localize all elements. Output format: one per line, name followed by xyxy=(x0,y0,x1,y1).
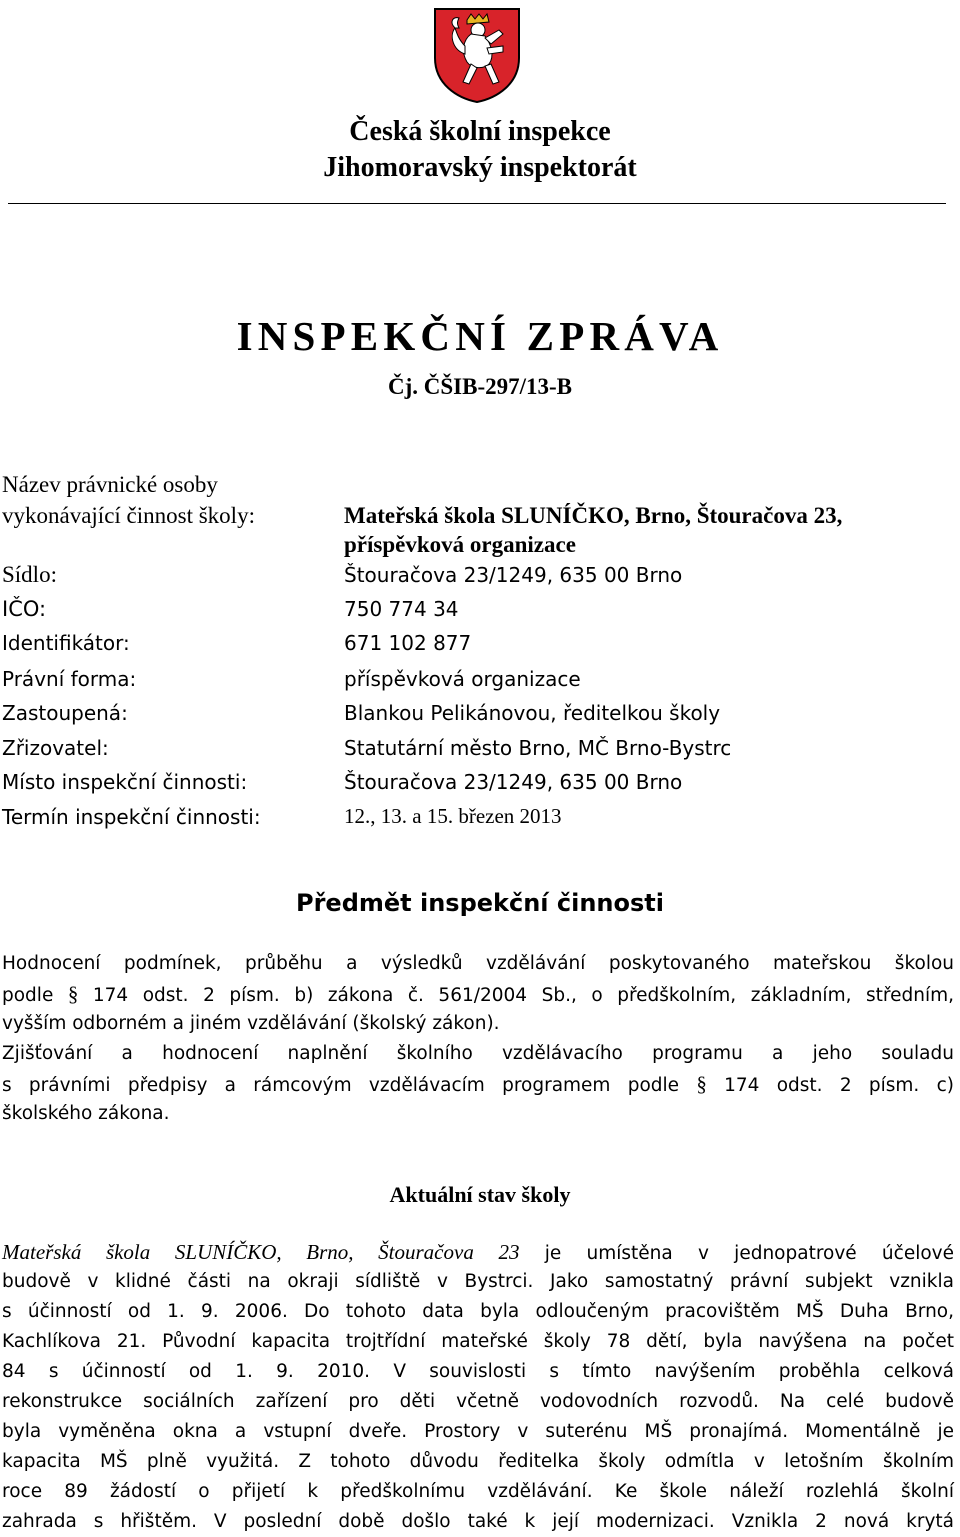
subject-line1: Hodnocení podmínek, průběhu a výsledků vzdělávání poskytovaného mateřskou školou xyxy=(2,953,954,974)
current-state-heading: Aktuální stav školy xyxy=(389,1182,571,1207)
state-line1-rest: je umístěna v jednopatrové účelové xyxy=(544,1243,954,1264)
state-line: zahrada s hřištěm. V poslední době došlo také k její modernizaci. Vznikla 2 nová krytá xyxy=(2,1511,954,1532)
state-line1 xyxy=(2,1237,954,1269)
represented-label: Zastoupená: xyxy=(2,701,128,725)
state-line: s účinností od 1. 9. 2006. Do tohoto data byla odloučeným pracovištěm MŠ Duha Brno, xyxy=(2,1301,954,1322)
school-name-italic: Mateřská škola SLUNÍČKO, Brno, Štouračova 23 xyxy=(2,1240,520,1264)
inspectorate-name: Jihomoravský inspektorát xyxy=(323,152,637,183)
organization-name: Česká školní inspekce xyxy=(349,116,611,147)
header-divider xyxy=(8,203,946,204)
ico-label: IČO: xyxy=(2,597,47,621)
section-symbol-2: § xyxy=(696,1072,707,1096)
section-symbol: § xyxy=(67,982,79,1006)
state-line: roce 89 žádostí o přijetí k předškolnímu vzdělávání. Ke škole náleží rozlehlá školní xyxy=(2,1481,954,1502)
term-value: 12., 13. a 15. březen 2013 xyxy=(344,804,562,828)
czech-coat-of-arms-icon xyxy=(431,6,523,104)
subject-line5 xyxy=(2,1069,954,1101)
ico-value: 750 774 34 xyxy=(344,597,459,621)
term-label: Termín inspekční činnosti: xyxy=(2,805,261,829)
subject-line2 xyxy=(2,979,954,1011)
founder-value: Statutární město Brno, MČ Brno-Bystrc xyxy=(344,736,732,760)
state-line: kapacita MŠ plně využitá. Z tohoto důvodu ředitelka školy odmítla v letošním školním xyxy=(2,1451,954,1472)
legal-form-label: Právní forma: xyxy=(2,667,137,691)
state-line: budově v klidné části na okraji sídliště v Bystrci. Jako samostatný právní subjekt vznikla xyxy=(2,1271,954,1292)
name-label-line2: vykonávající činnost školy: xyxy=(2,503,255,528)
place-label: Místo inspekční činnosti: xyxy=(2,770,248,794)
subject-line2-start: podle xyxy=(2,985,54,1006)
identifier-label: Identifikátor: xyxy=(2,631,130,655)
subject-line3: vyšším odborném a jiném vzdělávání (školský zákon). xyxy=(2,1013,500,1034)
name-label-line1: Název právnické osoby xyxy=(2,472,218,497)
name-value-line1: Mateřská škola SLUNÍČKO, Brno, Štouračova 23, xyxy=(344,503,843,528)
document-title: INSPEKČNÍ ZPRÁVA xyxy=(236,313,724,359)
name-value-line2: příspěvková organizace xyxy=(344,532,576,557)
subject-line5-rest: 174 odst. 2 písm. c) xyxy=(724,1075,954,1096)
subject-line6: školského zákona. xyxy=(2,1103,170,1124)
subject-line5-start: s právními předpisy a rámcovým vzdělávacím programem podle xyxy=(2,1075,680,1096)
state-line: 84 s účinností od 1. 9. 2010. V souvislosti s tímto navýšením proběhla celková xyxy=(2,1361,954,1382)
place-value: Štouračova 23/1249, 635 00 Brno xyxy=(344,770,683,794)
identifier-value: 671 102 877 xyxy=(344,631,472,655)
seat-value: Štouračova 23/1249, 635 00 Brno xyxy=(344,563,683,587)
seat-label: Sídlo: xyxy=(2,562,57,587)
legal-form-value: příspěvková organizace xyxy=(344,667,581,691)
subject-line4: Zjišťování a hodnocení naplnění školního vzdělávacího programu a jeho souladu xyxy=(2,1043,954,1064)
state-line: byla vyměněna okna a vstupní dveře. Prostory v suterénu MŠ pronajímá. Momentálně je xyxy=(2,1421,954,1442)
subject-line2-rest: 174 odst. 2 písm. b) zákona č. 561/2004 Sb., o předškolním, základním, středním, xyxy=(92,985,954,1006)
state-line: Kachlíkova 21. Původní kapacita trojtřídní mateřské školy 78 dětí, byla navýšena na počet xyxy=(2,1331,954,1352)
represented-value: Blankou Pelikánovou, ředitelkou školy xyxy=(344,701,721,725)
founder-label: Zřizovatel: xyxy=(2,736,109,760)
subject-heading: Předmět inspekční činnosti xyxy=(295,889,664,917)
state-line: rekonstrukce sociálních zařízení pro děti včetně vodovodních rozvodů. Na celé budově xyxy=(2,1391,954,1412)
reference-number: Čj. ČŠIB-297/13-B xyxy=(387,374,572,399)
